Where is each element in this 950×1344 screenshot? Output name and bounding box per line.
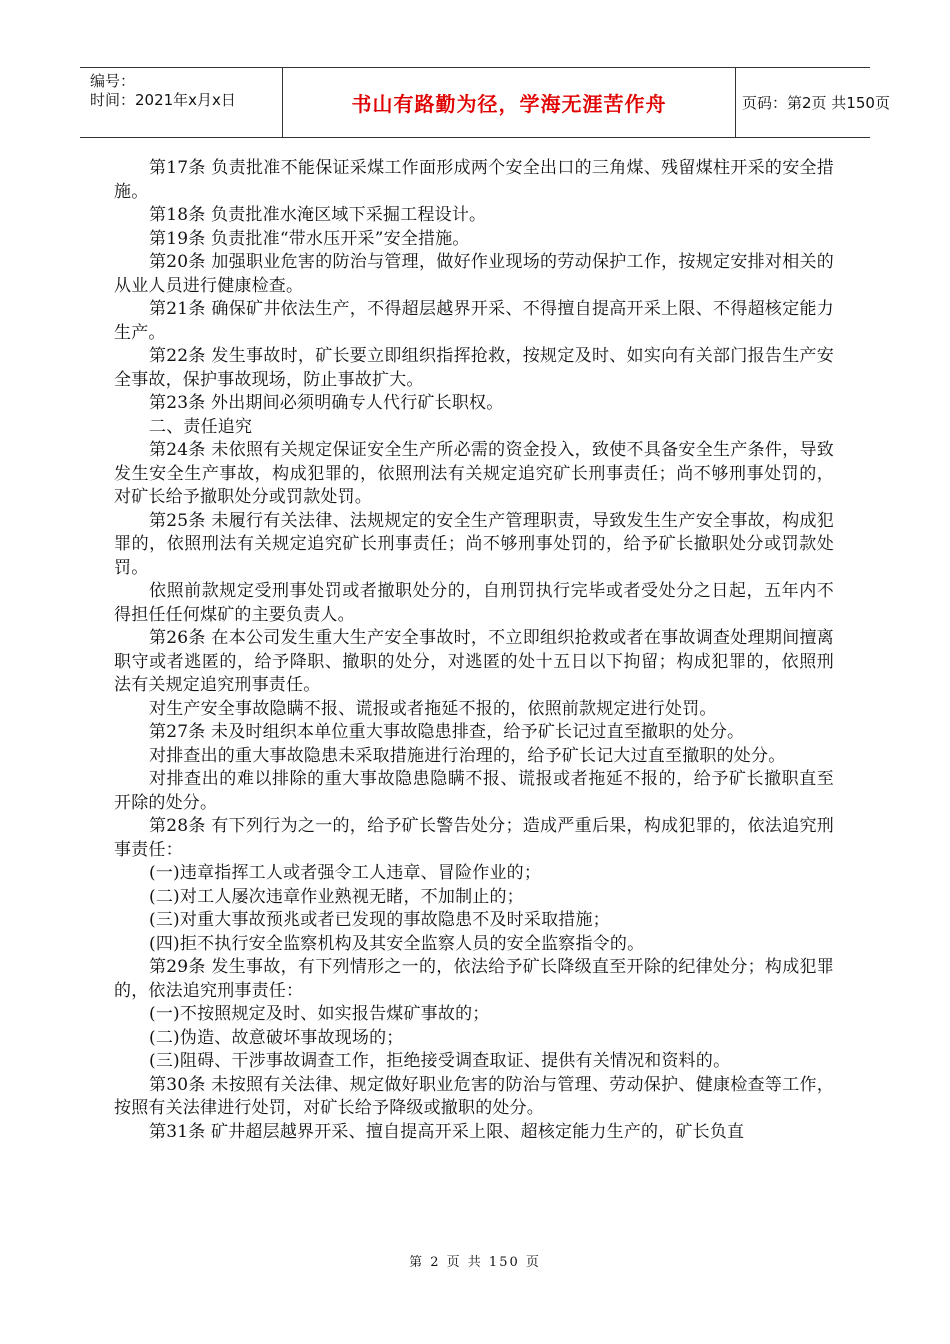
paragraph: 第28条 有下列行为之一的，给予矿长警告处分；造成严重后果，构成犯罪的，依法追究刑事责任： [114, 816, 834, 860]
paragraph: 依照前款规定受刑事处罚或者撤职处分的，自刑罚执行完毕或者受处分之日起，五年内不得担任任何煤矿的主要负责人。 [114, 581, 834, 625]
section-heading: 二、责任追究 [149, 416, 253, 437]
paragraph: 第24条 未依照有关规定保证安全生产所必需的资金投入，致使不具备安全生产条件，导致发生安全生产事故，构成犯罪的，依照刑法有关规定追究矿长刑事责任；尚不够刑事处罚的，对矿长给予撤职处分或罚款处罚。 [114, 440, 834, 507]
paragraph: 第23条 外出期间必须明确专人代行矿长职权。 [149, 393, 504, 413]
paragraph: 第25条 未履行有关法律、法规规定的安全生产管理职责，导致发生生产安全事故，构成犯罪的，依照刑法有关规定追究矿长刑事责任；尚不够刑事处罚的，给予矿长撤职处分或罚款处罚。 [114, 510, 834, 578]
paragraph: 第21条 确保矿井依法生产，不得超层越界开采、不得擅自提高开采上限、不得超核定能力生产。 [114, 299, 834, 343]
document-body [114, 157, 834, 1144]
paragraph: 对排查出的难以排除的重大事故隐患隐瞒不报、谎报或者拖延不报的，给予矿长撤职直至开除的处分。 [114, 769, 834, 813]
header-motto: 书山有路勤为径，学海无涯苦作舟 [351, 92, 667, 116]
document-number-label: 编号： [90, 72, 136, 90]
paragraph: 第18条 负责批准水淹区域下采掘工程设计。 [149, 205, 487, 225]
paragraph: 第30条 未按照有关法律、规定做好职业危害的防治与管理、劳动保护、健康检查等工作，按照有关法律进行处罚，对矿长给予降级或撤职的处分。 [114, 1074, 834, 1118]
paragraph: 第27条 未及时组织本单位重大事故隐患排查，给予矿长记过直至撤职的处分。 [149, 722, 745, 742]
header-page-code: 页码：第2页 共150页 [742, 94, 890, 112]
list-item: (一)违章指挥工人或者强令工人违章、冒险作业的； [149, 863, 542, 883]
list-item: (四)拒不执行安全监察机构及其安全监察人员的安全监察指令的。 [149, 933, 645, 954]
list-item: (二)伪造、故意破坏事故现场的； [149, 1027, 404, 1048]
header-meta [90, 72, 280, 110]
page-header [80, 67, 890, 138]
list-item: (二)对工人屡次违章作业熟视无睹，不加制止的； [149, 886, 524, 907]
paragraph: 第17条 负责批准不能保证采煤工作面形成两个安全出口的三角煤、残留煤柱开采的安全措施。 [114, 158, 834, 202]
paragraph: 第19条 负责批准“带水压开采”安全措施。 [149, 228, 470, 249]
paragraph: 对排查出的重大事故隐患未采取措施进行治理的，给予矿长记大过直至撤职的处分。 [149, 745, 786, 766]
paragraph: 第20条 加强职业危害的防治与管理，做好作业现场的劳动保护工作，按规定安排对相关的从业人员进行健康检查。 [114, 252, 834, 296]
paragraph: 第31条 矿井超层越界开采、擅自提高开采上限、超核定能力生产的，矿长负直 [149, 1121, 745, 1142]
header-divider [735, 68, 736, 137]
paragraph: 第29条 发生事故，有下列情形之一的，依法给予矿长降级直至开除的纪律处分；构成犯罪的，依法追究刑事责任： [114, 957, 834, 1001]
list-item: (三)对重大事故预兆或者已发现的事故隐患不及时采取措施； [149, 910, 610, 930]
paragraph: 对生产安全事故隐瞒不报、谎报或者拖延不报的，依照前款规定进行处罚。 [149, 698, 717, 719]
list-item: (一)不按照规定及时、如实报告煤矿事故的； [149, 1004, 490, 1024]
paragraph: 第22条 发生事故时，矿长要立即组织指挥抢救，按规定及时、如实向有关部门报告生产安全事故，保护事故现场，防止事故扩大。 [114, 346, 834, 390]
list-item: (三)阻碍、干涉事故调查工作，拒绝接受调查取证、提供有关情况和资料的。 [149, 1051, 731, 1071]
page-footer: 第 2 页 共 150 页 [409, 1255, 541, 1270]
paragraph: 第26条 在本公司发生重大生产安全事故时，不立即组织抢救或者在事故调查处理期间擅离职守或者逃匿的，给予降职、撤职的处分，对逃匿的处十五日以下拘留；构成犯罪的，依照刑法有关规定追究刑事责任。 [114, 628, 834, 695]
document-date-label: 时间：2021年x月x日 [90, 91, 236, 109]
